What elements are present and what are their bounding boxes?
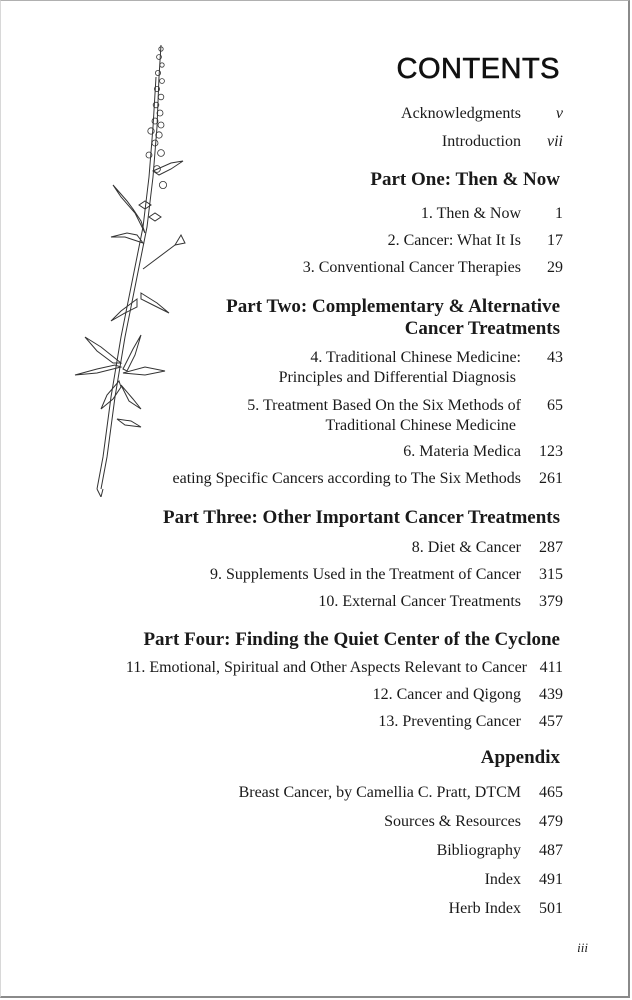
- toc-entry[interactable]: [1, 659, 632, 681]
- entry-title-line2: Traditional Chinese Medicine: [325, 417, 516, 434]
- toc-entry[interactable]: [1, 443, 632, 465]
- entry-title: Bibliography: [436, 842, 521, 859]
- entry-title: 1. Then & Now: [420, 205, 521, 222]
- entry-page: 411: [539, 659, 563, 676]
- toc-entry-clipped[interactable]: [139, 470, 632, 492]
- entry-title: 8. Diet & Cancer: [411, 539, 521, 556]
- toc-entry[interactable]: [1, 349, 632, 371]
- entry-title: 12. Cancer and Qigong: [372, 686, 521, 703]
- toc-entry[interactable]: [1, 593, 632, 615]
- entry-title: 2. Cancer: What It Is: [387, 232, 521, 249]
- part-heading: Part One: Then & Now: [370, 169, 560, 190]
- toc-entry[interactable]: [1, 686, 632, 708]
- entry-title-line2: Principles and Differential Diagnosis: [278, 369, 516, 386]
- entry-page: 287: [539, 539, 563, 556]
- entry-title: 9. Supplements Used in the Treatment of Cancer: [209, 566, 521, 583]
- toc-entry[interactable]: [1, 813, 632, 835]
- entry-title: Herb Index: [448, 900, 521, 917]
- entry-page: 65: [547, 397, 563, 414]
- entry-page: 1: [555, 205, 563, 222]
- entry-title: 3. Conventional Cancer Therapies: [302, 259, 521, 276]
- entry-title: 4. Traditional Chinese Medicine:: [310, 349, 521, 366]
- part-heading: Part Four: Finding the Quiet Center of the Cyclone: [143, 629, 560, 650]
- entry-page: 465: [539, 784, 563, 801]
- toc-entry[interactable]: [1, 397, 632, 419]
- entry-page: 123: [539, 443, 563, 460]
- toc-entry[interactable]: [1, 900, 632, 922]
- toc-entry-acknowledgments[interactable]: [1, 105, 632, 127]
- page-title: CONTENTS: [396, 53, 560, 85]
- part-heading: Part Two: Complementary & Alternative: [226, 296, 560, 317]
- entry-title: 11. Emotional, Spiritual and Other Aspects Relevant to Cancer: [125, 659, 527, 676]
- entry-title: Acknowledgments: [401, 105, 521, 122]
- entry-page: 379: [539, 593, 563, 610]
- entry-page: v: [555, 105, 563, 122]
- entry-title: 5. Treatment Based On the Six Methods of: [247, 397, 521, 414]
- entry-page: 261: [539, 470, 563, 487]
- toc-entry[interactable]: [1, 784, 632, 806]
- entry-page: 17: [547, 232, 563, 249]
- entry-title: Index: [484, 871, 521, 888]
- entry-page: 457: [539, 713, 563, 730]
- toc-entry[interactable]: [1, 713, 632, 735]
- toc-entry[interactable]: [1, 232, 632, 254]
- toc-entry-introduction[interactable]: [1, 133, 632, 155]
- entry-title: Sources & Resources: [384, 813, 521, 830]
- entry-page: 29: [547, 259, 563, 276]
- entry-title: Breast Cancer, by Camellia C. Pratt, DTCM: [238, 784, 521, 801]
- entry-page: 491: [539, 871, 563, 888]
- entry-page: 315: [539, 566, 563, 583]
- entry-page: vii: [547, 133, 563, 150]
- toc-entry[interactable]: [1, 842, 632, 864]
- toc-entry[interactable]: [1, 259, 632, 281]
- toc-entry[interactable]: [1, 205, 632, 227]
- page-folio: iii: [577, 940, 588, 955]
- entry-title: eating Specific Cancers according to The Six Methods: [172, 470, 521, 487]
- entry-page: 43: [547, 349, 563, 366]
- entry-title: 6. Materia Medica: [403, 443, 521, 460]
- entry-page: 501: [539, 900, 563, 917]
- entry-page: 487: [539, 842, 563, 859]
- toc-entry[interactable]: [1, 871, 632, 893]
- entry-title: 13. Preventing Cancer: [378, 713, 521, 730]
- toc-entry[interactable]: [1, 566, 632, 588]
- part-heading: Part Three: Other Important Cancer Treatments: [163, 507, 560, 528]
- entry-title: 10. External Cancer Treatments: [318, 593, 521, 610]
- entry-page: 479: [539, 813, 563, 830]
- entry-title: Introduction: [441, 133, 521, 150]
- entry-page: 439: [539, 686, 563, 703]
- part-heading-line2: Cancer Treatments: [404, 318, 560, 339]
- part-heading-appendix: Appendix: [480, 747, 560, 768]
- toc-entry[interactable]: [1, 539, 632, 561]
